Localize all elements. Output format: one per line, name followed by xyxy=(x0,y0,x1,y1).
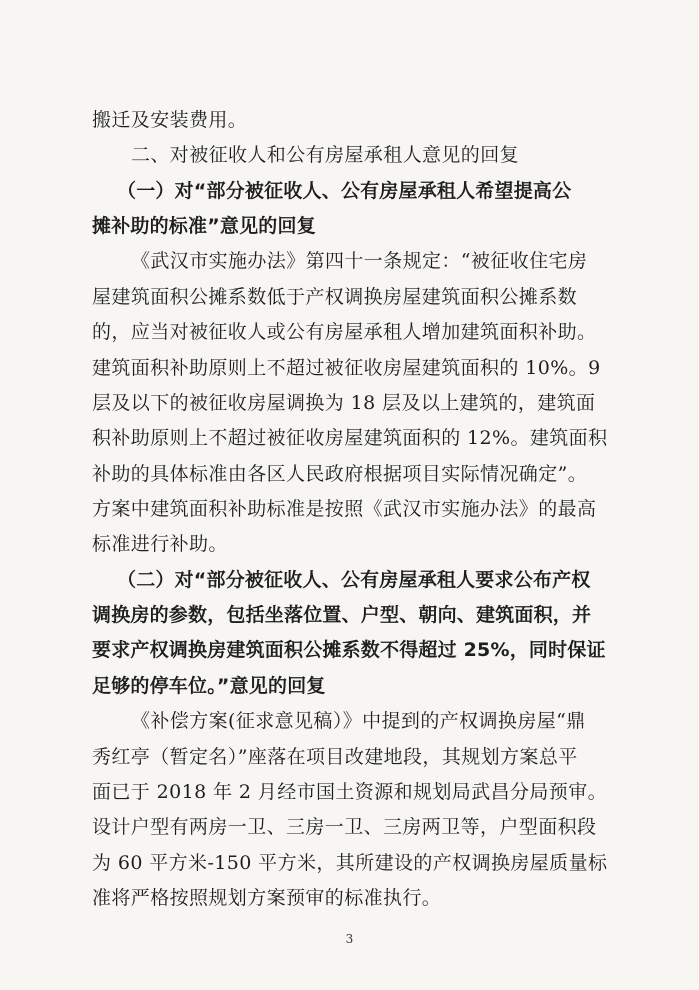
text-line: 《武汉市实施办法》第四十一条规定：“被征收住宅房 xyxy=(131,250,588,272)
text-line: 为 60 平方米-150 平方米，其所建设的产权调换房屋质量标 xyxy=(92,852,608,874)
subsection-heading: （一）对“部分被征收人、公有房屋承租人希望提高公 xyxy=(117,180,572,202)
text-line: 建筑面积补助原则上不超过被征收房屋建筑面积的 10%。9 xyxy=(92,357,601,379)
text-line: 标准进行补助。 xyxy=(92,533,228,555)
text-line: 设计户型有两房一卫、三房一卫、三房两卫等，户型面积段 xyxy=(92,816,597,838)
text-line: 面已于 2018 年 2 月经市国土资源和规划局武昌分局预审。 xyxy=(92,781,608,803)
text-line: 《补偿方案(征求意见稿）》中提到的产权调换房屋“鼎 xyxy=(131,710,586,732)
subsection-heading: 调换房的参数，包括坐落位置、户型、朝向、建筑面积，并 xyxy=(92,604,592,626)
subsection-heading: 要求产权调换房建筑面积公摊系数不得超过 25%，同时保证 xyxy=(92,639,606,661)
text-line: 屋建筑面积公摊系数低于产权调换房屋建筑面积公摊系数 xyxy=(92,286,578,308)
subsection-heading: 足够的停车位。”意见的回复 xyxy=(92,675,326,697)
section-heading: 二、对被征收人和公有房屋承租人意见的回复 xyxy=(131,144,520,166)
text-line: 层及以下的被征收房屋调换为 18 层及以上建筑的，建筑面 xyxy=(92,392,596,414)
text-line: 补助的具体标准由各区人民政府根据项目实际情况确定”。 xyxy=(92,463,588,485)
text-line: 搬迁及安装费用。 xyxy=(92,109,248,131)
text-line: 秀红亭（暂定名）”座落在项目改建地段，其规划方案总平 xyxy=(92,746,578,768)
text-line: 方案中建筑面积补助标准是按照《武汉市实施办法》的最高 xyxy=(92,498,597,520)
text-line: 准将严格按照规划方案预审的标准执行。 xyxy=(92,887,442,909)
text-line: 的，应当对被征收人或公有房屋承租人增加建筑面积补助。 xyxy=(92,321,597,343)
page-number: 3 xyxy=(345,932,354,946)
subsection-heading: 摊补助的标准”意见的回复 xyxy=(92,215,316,237)
text-line: 积补助原则上不超过被征收房屋建筑面积的 12%。建筑面积 xyxy=(92,427,608,449)
subsection-heading: （二）对“部分被征收人、公有房屋承租人要求公布产权 xyxy=(117,569,591,591)
